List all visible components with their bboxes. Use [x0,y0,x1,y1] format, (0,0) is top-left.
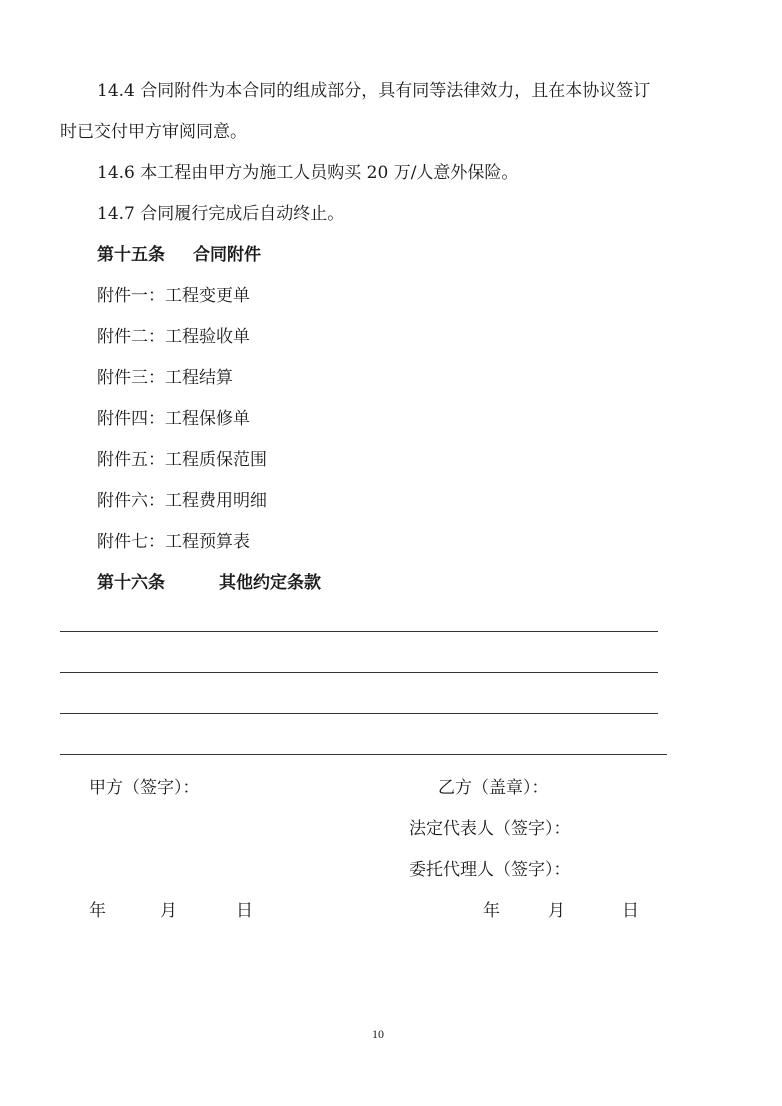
attachment-item: 附件六：工程费用明细 [97,491,267,511]
party-b-month: 月 [548,901,565,921]
clause-14-7: 14.7 合同履行完成后自动终止。 [97,204,345,224]
blank-line [60,672,658,673]
blank-line [60,754,667,755]
article-15-title: 合同附件 [193,245,261,265]
agent-signature: 委托代理人（签字）： [409,860,571,880]
attachment-item: 附件二：工程验收单 [97,327,250,347]
legal-representative-signature: 法定代表人（签字）： [409,819,571,839]
clause-14-4-line1: 14.4 合同附件为本合同的组成部分，具有同等法律效力，且在本协议签订 [97,81,651,101]
attachment-item: 附件七：工程预算表 [97,532,250,552]
party-b-day: 日 [622,901,639,921]
page-number: 10 [372,1027,384,1041]
blank-line [60,713,658,714]
attachment-item: 附件一：工程变更单 [97,286,250,306]
party-b-seal: 乙方（盖章）： [438,778,549,798]
party-b-year: 年 [483,901,500,921]
article-16-title: 其他约定条款 [219,573,321,593]
attachment-item: 附件四：工程保修单 [97,409,250,429]
article-16-heading [97,572,321,594]
clause-14-4-line2: 时已交付甲方审阅同意。 [60,122,247,142]
attachment-item: 附件三：工程结算 [97,368,233,388]
article-15-number: 第十五条 [97,245,165,265]
party-a-month: 月 [160,901,177,921]
attachment-item: 附件五：工程质保范围 [97,450,267,470]
party-a-signature: 甲方（签字）： [89,778,200,798]
party-a-year: 年 [89,901,106,921]
clause-14-6: 14.6 本工程由甲方为施工人员购买 20 万/人意外保险。 [97,163,519,183]
blank-line [60,631,658,632]
article-15-heading [97,244,261,266]
party-a-day: 日 [236,901,253,921]
article-16-number: 第十六条 [97,573,165,593]
